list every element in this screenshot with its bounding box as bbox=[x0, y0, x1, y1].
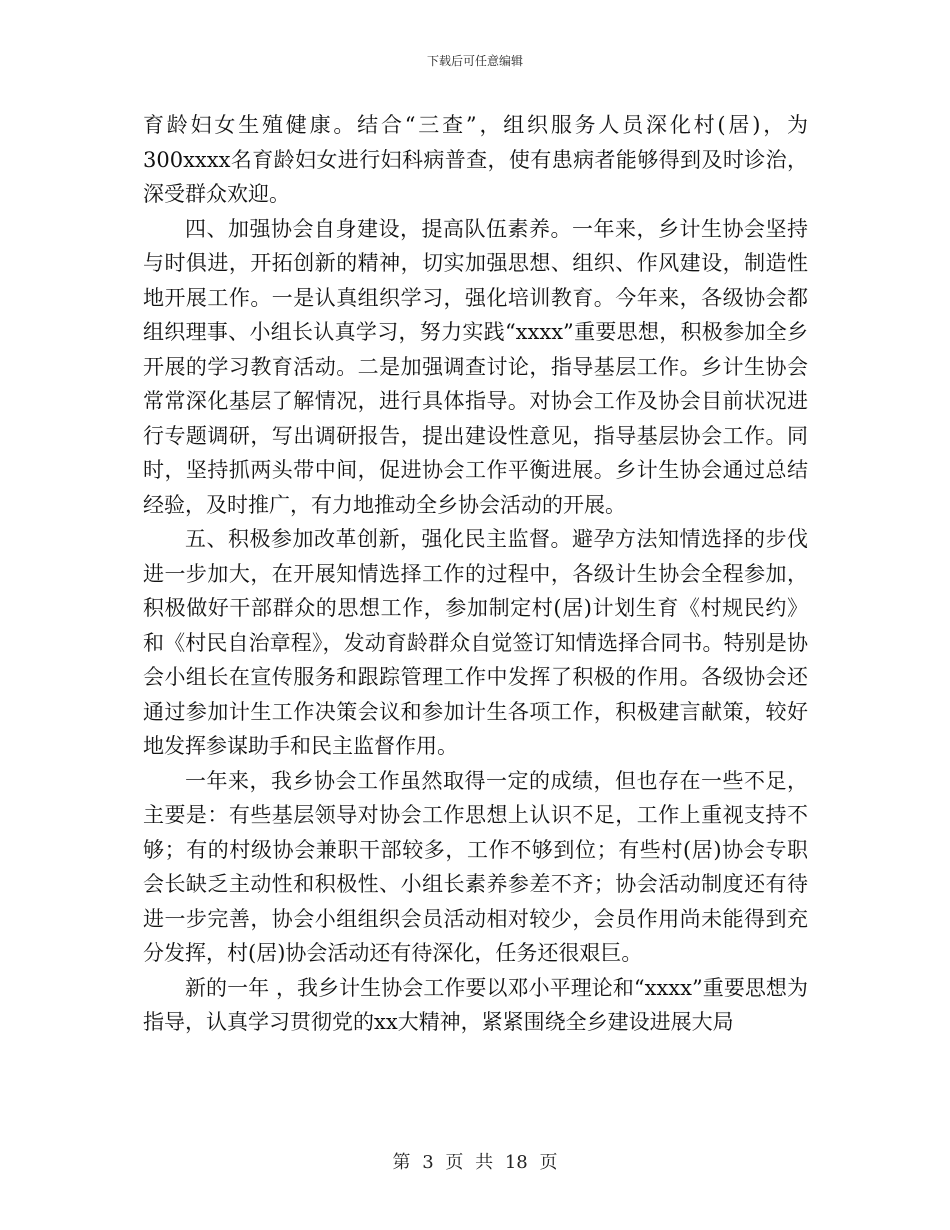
paragraph-shortcomings: 一年来，我乡协会工作虽然取得一定的成绩，但也存在一些不足，主要是：有些基层领导对协会工作思想上认识不足，工作上重视支持不够；有的村级协会兼职干部较多，工作不够到位；有些村(居)协会专职会长缺乏主动性和积极性、小组长素养参差不齐；协会活动制度还有待进一步完善，协会小组组织会员活动相对较少，会员作用尚未能得到充分发挥，村(居)协会活动还有待深化，任务还很艰巨。 bbox=[143, 768, 808, 965]
document-body bbox=[143, 108, 808, 1040]
page-header: 下载后可任意编辑 bbox=[426, 54, 523, 68]
paragraph-continuation: 育龄妇女生殖健康。结合“三查”，组织服务人员深化村(居)，为300xxxx名育龄妇女进行妇科病普查，使有患病者能够得到及时诊治，深受群众欢迎。 bbox=[143, 113, 808, 206]
paragraph-new-year: 新的一年 ，我乡计生协会工作要以邓小平理论和“xxxx”重要思想为指导，认真学习贯彻党的xx大精神，紧紧围绕全乡建设进展大局 bbox=[143, 975, 808, 1034]
paragraph-section-four: 四、加强协会自身建设，提高队伍素养。一年来，乡计生协会坚持与时俱进，开拓创新的精神，切实加强思想、组织、作风建设，制造性地开展工作。一是认真组织学习，强化培训教育。今年来，各级协会都组织理事、小组长认真学习，努力实践“xxxx”重要思想，积极参加全乡开展的学习教育活动。二是加强调查讨论，指导基层工作。乡计生协会常常深化基层了解情况，进行具体指导。对协会工作及协会目前状况进行专题调研，写出调研报告，提出建设性意见，指导基层协会工作。同时，坚持抓两头带中间，促进协会工作平衡进展。乡计生协会通过总结经验，及时推广，有力地推动全乡协会活动的开展。 bbox=[143, 216, 808, 517]
paragraph-section-five: 五、积极参加改革创新，强化民主监督。避孕方法知情选择的步伐进一步加大，在开展知情选择工作的过程中，各级计生协会全程参加，积极做好干部群众的思想工作，参加制定村(居)计划生育《村规民约》和《村民自治章程》，发动育龄群众自觉签订知情选择合同书。特别是协会小组长在宣传服务和跟踪管理工作中发挥了积极的作用。各级协会还通过参加计生工作决策会议和参加计生各项工作，积极建言献策，较好地发挥参谋助手和民主监督作用。 bbox=[143, 527, 808, 758]
page-number-footer: 第 3 页 共 18 页 bbox=[392, 1152, 558, 1173]
